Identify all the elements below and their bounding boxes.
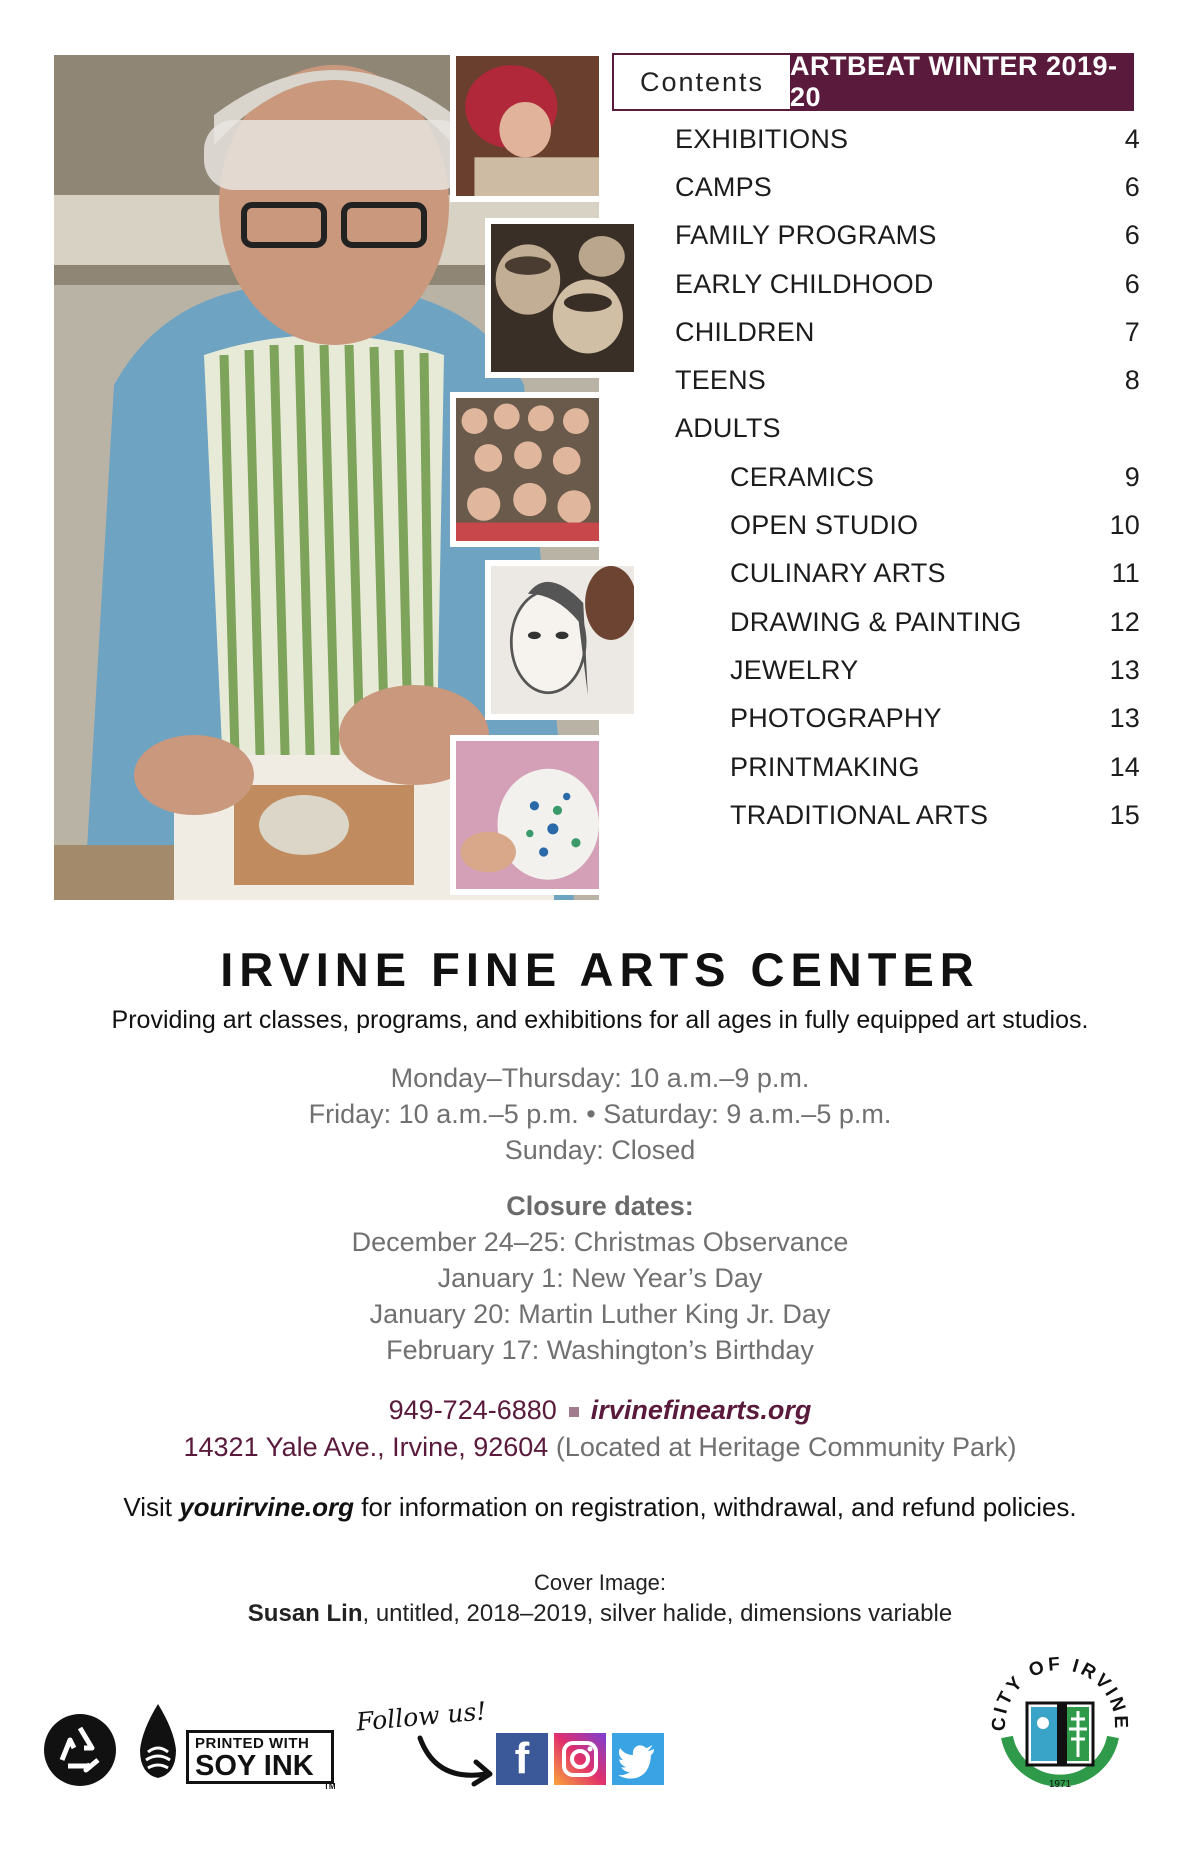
thumb-drawing-photo	[485, 560, 640, 720]
toc-title: EXHIBITIONS	[675, 123, 849, 154]
toc-title: CHILDREN	[675, 316, 815, 347]
toc-title: OPEN STUDIO	[730, 510, 919, 541]
toc-item-open-studio[interactable]	[675, 501, 1140, 549]
toc-title: PHOTOGRAPHY	[730, 703, 942, 734]
hours-block	[0, 1060, 1200, 1168]
toc-title: PRINTMAKING	[730, 751, 920, 782]
contents-header	[612, 53, 1134, 111]
toc-title: CAMPS	[675, 171, 773, 202]
toc-title: ADULTS	[675, 413, 781, 444]
toc-page: 11	[1111, 558, 1140, 589]
soy-drop-icon	[128, 1700, 188, 1790]
toc-title: EARLY CHILDHOOD	[675, 268, 934, 299]
policy-site-link[interactable]: yourirvine.org	[179, 1492, 355, 1522]
thumb-painting-photo	[450, 50, 605, 202]
toc-page: 15	[1109, 799, 1140, 830]
website-link[interactable]: irvinefinearts.org	[590, 1395, 812, 1425]
toc-title: TEENS	[675, 365, 767, 396]
toc-item-teens[interactable]	[675, 356, 1140, 404]
visit-prefix: Visit	[123, 1492, 172, 1522]
toc-page: 14	[1109, 751, 1140, 782]
cover-image-credit	[0, 1600, 1200, 1628]
toc-page: 10	[1109, 510, 1140, 541]
closure-date: January 1: New Year’s Day	[437, 1263, 763, 1293]
toc-title: TRADITIONAL ARTS	[730, 799, 989, 830]
soy-ink-badge	[128, 1700, 340, 1792]
toc-item-jewelry[interactable]	[675, 646, 1140, 694]
issue-label: ARTBEAT WINTER 2019-20	[790, 55, 1132, 109]
toc-title: JEWELRY	[730, 654, 859, 685]
toc-item-culinary-arts[interactable]	[675, 550, 1140, 598]
toc-item-traditional-arts[interactable]	[675, 791, 1140, 839]
soy-trademark: TM	[324, 1782, 336, 1791]
toc-item-ceramics[interactable]	[675, 453, 1140, 501]
seal-year: 1971	[1048, 1779, 1072, 1790]
hours-line: Friday: 10 a.m.–5 p.m. • Saturday: 9 a.m.–5 p.m.	[308, 1099, 892, 1129]
closure-date: December 24–25: Christmas Observance	[351, 1227, 849, 1257]
toc-title: FAMILY PROGRAMS	[675, 220, 937, 251]
toc-page: 12	[1109, 606, 1140, 637]
separator-square-icon	[569, 1407, 579, 1417]
instagram-icon[interactable]	[554, 1733, 606, 1785]
cover-details: , untitled, 2018–2019, silver halide, dimensions variable	[362, 1600, 953, 1627]
toc-item-adults[interactable]	[675, 405, 1140, 453]
seal-text: CITY OF IRVINE	[988, 1653, 1132, 1732]
thumb-ceramics-photo	[485, 218, 640, 378]
thumb-mosaic-photo	[450, 735, 605, 895]
center-title: IRVINE FINE ARTS CENTER	[220, 943, 980, 996]
toc-item-exhibitions[interactable]	[675, 115, 1140, 163]
thumb-children-photo	[450, 392, 605, 547]
cover-image-label: Cover Image:	[533, 1570, 667, 1595]
closure-date: January 20: Martin Luther King Jr. Day	[369, 1299, 831, 1329]
hours-line: Sunday: Closed	[504, 1135, 696, 1165]
toc-item-early-childhood[interactable]	[675, 260, 1140, 308]
contents-label: Contents	[614, 55, 790, 109]
toc-item-drawing-painting[interactable]	[675, 598, 1140, 646]
toc-item-camps[interactable]	[675, 163, 1140, 211]
toc-page: 6	[1124, 220, 1140, 251]
soy-top-text: PRINTED WITH	[195, 1734, 310, 1752]
toc-title: CERAMICS	[730, 461, 875, 492]
toc-title: CULINARY ARTS	[730, 558, 946, 589]
closure-date: February 17: Washington’s Birthday	[386, 1335, 814, 1365]
toc-page: 13	[1109, 654, 1140, 685]
toc-title: DRAWING & PAINTING	[730, 606, 1022, 637]
center-tagline: Providing art classes, programs, and exhibitions for all ages in fully equipped art studios.	[111, 1006, 1089, 1034]
contact-block	[0, 1392, 1200, 1466]
toc-page: 7	[1124, 316, 1140, 347]
toc-page: 9	[1124, 461, 1140, 492]
soy-bottom-text: SOY INK	[195, 1749, 314, 1782]
toc-item-printmaking[interactable]	[675, 743, 1140, 791]
toc-item-children[interactable]	[675, 308, 1140, 356]
toc-page: 8	[1124, 365, 1140, 396]
phone-link[interactable]: 949-724-6880	[388, 1395, 557, 1425]
toc-page: 13	[1109, 703, 1140, 734]
toc-item-photography[interactable]	[675, 695, 1140, 743]
toc-page: 4	[1124, 123, 1140, 154]
city-of-irvine-seal	[985, 1645, 1135, 1795]
address-text: 14321 Yale Ave., Irvine, 92604	[183, 1432, 549, 1462]
soy-ink-box	[186, 1730, 334, 1784]
recycle-icon	[42, 1712, 118, 1788]
visit-suffix: for information on registration, withdrawal, and refund policies.	[361, 1492, 1077, 1522]
hours-line: Monday–Thursday: 10 a.m.–9 p.m.	[390, 1063, 810, 1093]
twitter-icon[interactable]	[612, 1733, 664, 1785]
policy-note	[0, 1492, 1200, 1523]
toc-page: 6	[1124, 268, 1140, 299]
closures-heading: Closure dates:	[506, 1191, 694, 1221]
cover-artist: Susan Lin	[247, 1600, 363, 1627]
toc-page: 6	[1124, 171, 1140, 202]
closures-block	[0, 1188, 1200, 1368]
follow-us-label: Follow us!	[354, 1696, 488, 1737]
table-of-contents	[675, 115, 1140, 839]
location-note: (Located at Heritage Community Park)	[555, 1432, 1017, 1462]
facebook-icon[interactable]: f	[496, 1733, 548, 1785]
toc-item-family-programs[interactable]	[675, 212, 1140, 260]
arrow-icon	[416, 1732, 498, 1794]
